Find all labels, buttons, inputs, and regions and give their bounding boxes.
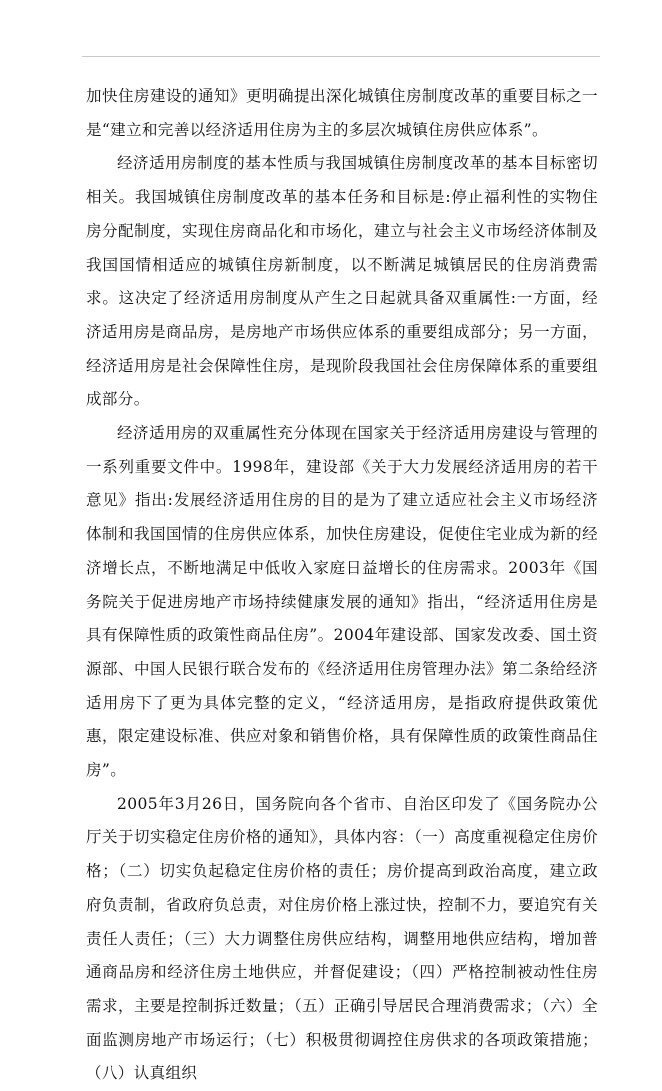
header-divider — [82, 56, 600, 57]
paragraph-1: 加快住房建设的通知》更明确提出深化城镇住房制度改革的重要目标之一是“建立和完善以经济适用住房为主的多层次城镇住房供应体系”。 — [86, 87, 598, 139]
paragraph-3: 经济适用房的双重属性充分体现在国家关于经济适用房建设与管理的一系列重要文件中。1998年，建设部《关于大力发展经济适用房的若干意见》指出:发展经济适用住房的目的是为了建立适应社会主义市场经济体制和我国国情的住房供应体系，加快住房建设，促使住宅业成为新的经济增长点，不断地满足中低收入家庭日益增长的住房需求。2003年《国务院关于促进房地产市场持续健康发展的通知》指出，“经济适用住房是具有保障性质的政策性商品住房”。2004年建设部、国家发改委、国土资源部、中国人民银行联合发布的《经济适用住房管理办法》第二条给经济适用房下了更为具体完整的定义，“经济适用房，是指政府提供政策优惠，限定建设标准、供应对象和销售价格，具有保障性质的政策性商品住房”。 — [86, 424, 598, 780]
paragraph-2: 经济适用房制度的基本性质与我国城镇住房制度改革的基本目标密切相关。我国城镇住房制度改革的基本任务和目标是:停止福利性的实物住房分配制度，实现住房商品化和市场化，建立与社会主义市场经济体制及我国国情相适应的城镇住房新制度，以不断满足城镇居民的住房消费需求。这决定了经济适用房制度从产生之日起就具备双重属性:一方面，经济适用房是商品房，是房地产市场供应体系的重要组成部分；另一方面，经济适用房是社会保障性住房，是现阶段我国社会住房保障体系的重要组成部分。 — [86, 154, 598, 409]
body-text — [86, 80, 598, 1091]
paragraph-4: 2005年3月26日，国务院向各个省市、自治区印发了《国务院办公厅关于切实稳定住房价格的通知》，具体内容：（一）高度重视稳定住房价格；（二）切实负起稳定住房价格的责任；房价提高到政治高度，建立政府负责制，省政府负总责，对住房价格上涨过快，控制不力，要追究有关责任人责任；（三）大力调整住房供应结构，调整用地供应结构，增加普通商品房和经济住房土地供应，并督促建设；（四）严格控制被动性住房需求，主要是控制拆迁数量；（五）正确引导居民合理消费需求；（六）全面监测房地产市场运行；（七）积极贯彻调控住房供求的各项政策措施；（八）认真组织 — [86, 794, 598, 1083]
